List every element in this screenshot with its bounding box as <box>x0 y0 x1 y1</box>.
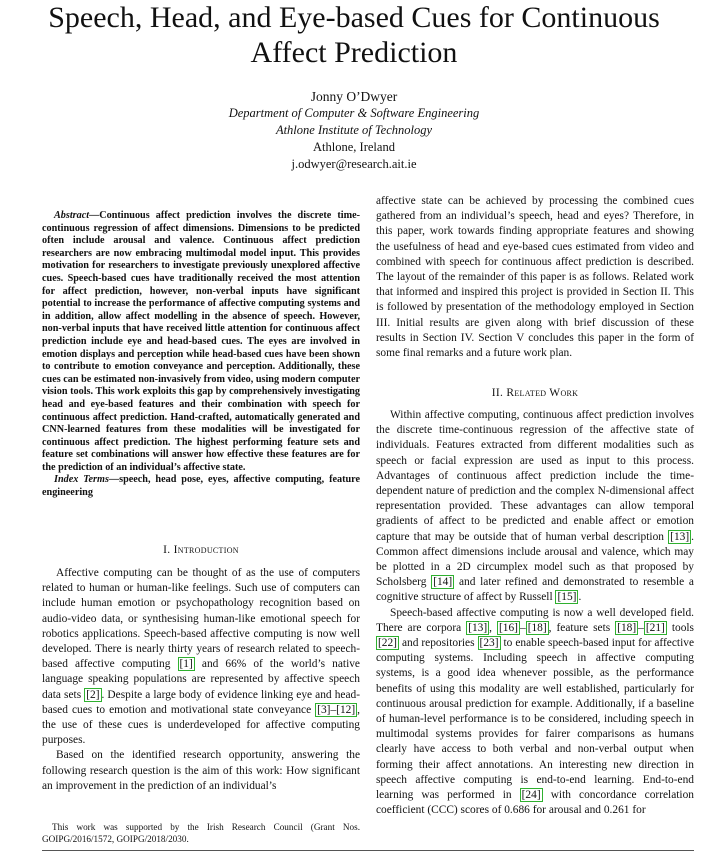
citation-link[interactable]: [18] <box>527 621 547 634</box>
citation-link[interactable]: [13] <box>468 621 488 634</box>
text-run: , feature sets <box>548 621 611 634</box>
section-title: Introduction <box>173 544 239 556</box>
page-bottom-rule <box>42 850 694 851</box>
intro-paragraph-1 <box>42 566 360 748</box>
citation-link[interactable]: [24] <box>521 789 541 802</box>
citation-link[interactable]: [22] <box>378 637 397 650</box>
text-run: with concordance correlation coefficient (CCC) scores of 0.686 for arousal and 0.261 for <box>376 789 694 817</box>
footnote <box>42 822 360 845</box>
related-work-body <box>376 408 694 818</box>
right-column-continuation <box>376 194 694 361</box>
citation-link[interactable]: [2] <box>86 688 100 701</box>
index-terms-heading: Index Terms <box>54 474 109 486</box>
citation-link[interactable]: [3]–[12] <box>317 703 356 716</box>
introduction-body <box>42 566 360 794</box>
author-department: Department of Computer & Software Engineering <box>228 106 480 120</box>
related-paragraph-1 <box>376 408 694 606</box>
footnote-text: This work was supported by the Irish Research Council (Grant Nos. GOIPG/2016/1572, GOIPG/2018/2030. <box>42 822 360 844</box>
citation-link[interactable]: [18] <box>617 621 637 634</box>
text-run: and repositories <box>401 637 475 650</box>
text-run: , the use of these cues is underdeveloped for affective computing purposes. <box>42 703 360 747</box>
author-institute: Athlone Institute of Technology <box>275 123 433 137</box>
section-number: I. <box>163 544 171 556</box>
intro-paragraph-2-continued: affective state can be achieved by processing the combined cues gathered from an individual’s speech, head and eyes? Therefore, in this paper, work towards finding appropriate features and showing the usefulness of head and eye-based cues estimated from video and combined with speech for continuous affect prediction is described. The layout of the remainder of this paper is as follows. Related work that informed and inspired this project is provided in Section II. This is followed by presentation of the methodology employed in Section III. Initial results are given along with brief discussion of these results in Section IV. Section V concludes this paper in the form of some final remarks and a future work plan. <box>376 195 694 360</box>
intro-paragraph-2: Based on the identified research opportunity, answering the following research question is the aim of this work: How significant an improvement in the prediction of an individual’s <box>42 749 360 792</box>
text-run: tools <box>671 621 694 634</box>
citation-link[interactable]: [1] <box>179 658 193 671</box>
section-number: II. <box>491 387 504 399</box>
text-run: . Despite a large body of evidence linking eye and head-based cues to emotion and motivational state conveyance <box>42 688 360 716</box>
text-run: and 66% of the world’s native language speaking populations are represented by affective speech data sets <box>42 658 360 701</box>
text-run: Speech-based affective computing is now a well developed field. There are corpora <box>376 606 694 634</box>
section-heading-related-work <box>376 387 694 399</box>
citation-link[interactable]: [23] <box>479 637 499 650</box>
author-name: Jonny O’Dwyer <box>310 89 398 104</box>
text-run: . Common affect dimensions include arousal and valence, which may be plotted in a 2D circumplex model such as that proposed by Scholsberg <box>376 530 694 589</box>
author-email: j.odwyer@research.ait.ie <box>291 157 417 171</box>
citation-link[interactable]: [16] <box>499 621 518 634</box>
abstract <box>42 210 360 500</box>
abstract-text: —Continuous affect prediction involves the discrete time-continuous regression of affect dimensions. Dimensions to be predicted often include arousal and valence. Continuous affect prediction researchers are now embracing multimodal model input. This provides motivation for researchers to investigate previously unexplored affective cues. Speech-based cues have traditionally received the most attention for affect prediction, however, non-verbal inputs have significant potential to increase the performance of affective computing systems and in addition, allow affect modelling in the absence of speech. However, non-verbal inputs that have received little attention for continuous affect prediction include eye and head-based cues. The eyes are involved in emotion displays and perception while head-based cues have been shown to contribute to emotion conveyance and perception. Additionally, these cues can be estimated non-invasively from video, using modern computer vision tools. This work exploits this gap by comprehensively investigating head and eye-based features and their combination with speech for continuous affect prediction. Hand-crafted, automatically generated and CNN-learned features from these modalities will be investigated for continuous affect prediction. The highest performing feature sets and feature set combinations will answer how effective these features are for the prediction of an individual’s affective state. <box>42 210 360 473</box>
paper-title: Speech, Head, and Eye-based Cues for Continuous Affect Prediction <box>48 1 660 69</box>
text-run: . <box>578 591 582 604</box>
section-title: Related Work <box>506 387 579 399</box>
citation-link[interactable]: [13] <box>670 530 690 543</box>
related-paragraph-2: Speech-based affective computing is now a well developed field. There are corpora [13] , [16] – [18] , feature sets [18] – [21] tools [22] and repositories [23] to enable speech-based input for affective computing systems. Including speech in affective computing systems, is a good idea whenever possible, as the performance benefits of using this modality are well established, particularly for continuous arousal prediction for example. Additionally, if a baseline of human-level performance is to be considered, including speech in multimodal systems provides for fairer comparisons as humans clearly have access to both verbal and non-verbal output when forming their affect annotations. An interesting new direction in speech affective computing is end-to-end learning. End-to-end learning was performed in [24] with concordance correlation coefficient (CCC) scores of 0.686 for arousal and 0.261 for <box>376 606 694 817</box>
text-run: to enable speech-based input for affective computing systems. Including speech in affective computing systems, is a good idea whenever possible, as the performance benefits of using this modality are well established, particularly for continuous arousal prediction for example. Additionally, if a baseline of human-level performance is to be considered, including speech in multimodal systems provides for fairer comparisons as humans clearly have access to both verbal and non-verbal output when forming their affect annotations. An interesting new direction in speech affective computing is end-to-end learning. End-to-end learning was performed in <box>376 637 694 802</box>
index-terms: —speech, head pose, eyes, affective computing, feature engineering <box>42 474 360 499</box>
citation-link[interactable]: [15] <box>557 591 577 604</box>
text-run: Affective computing can be thought of as the use of computers related to human or human-like feelings. Such use of computers can include human emotion or psychopathology recognition based on audio-video data, or synthesising human-like emotional speech for robotics applications. Speech-based affective computing is now well developed. There is nearly thirty years of research related to speech-based affective computing <box>42 567 360 671</box>
author-location: Athlone, Ireland <box>313 140 395 154</box>
author-block <box>150 88 558 173</box>
text-run: Within affective computing, continuous affect prediction involves the discrete time-continuous regression of the affective state of individuals. Features extracted from different modalities such as speech or facial expression are used as input to this process. Advantages of continuous affect prediction include the time-dependent nature of prediction and the complex N-dimensional affect representation provided. These advantages can allow temporal gradients of affect to be predicted and enable affect or emotion capture that may be outside that of human verbal description <box>376 409 694 543</box>
abstract-heading: Abstract <box>54 210 90 221</box>
section-heading-introduction <box>42 544 360 556</box>
citation-link[interactable]: [14] <box>433 576 453 589</box>
text-run: and later refined and demonstrated to resemble a cognitive structure of affect by Russell <box>376 576 694 604</box>
citation-link[interactable]: [21] <box>645 621 665 634</box>
